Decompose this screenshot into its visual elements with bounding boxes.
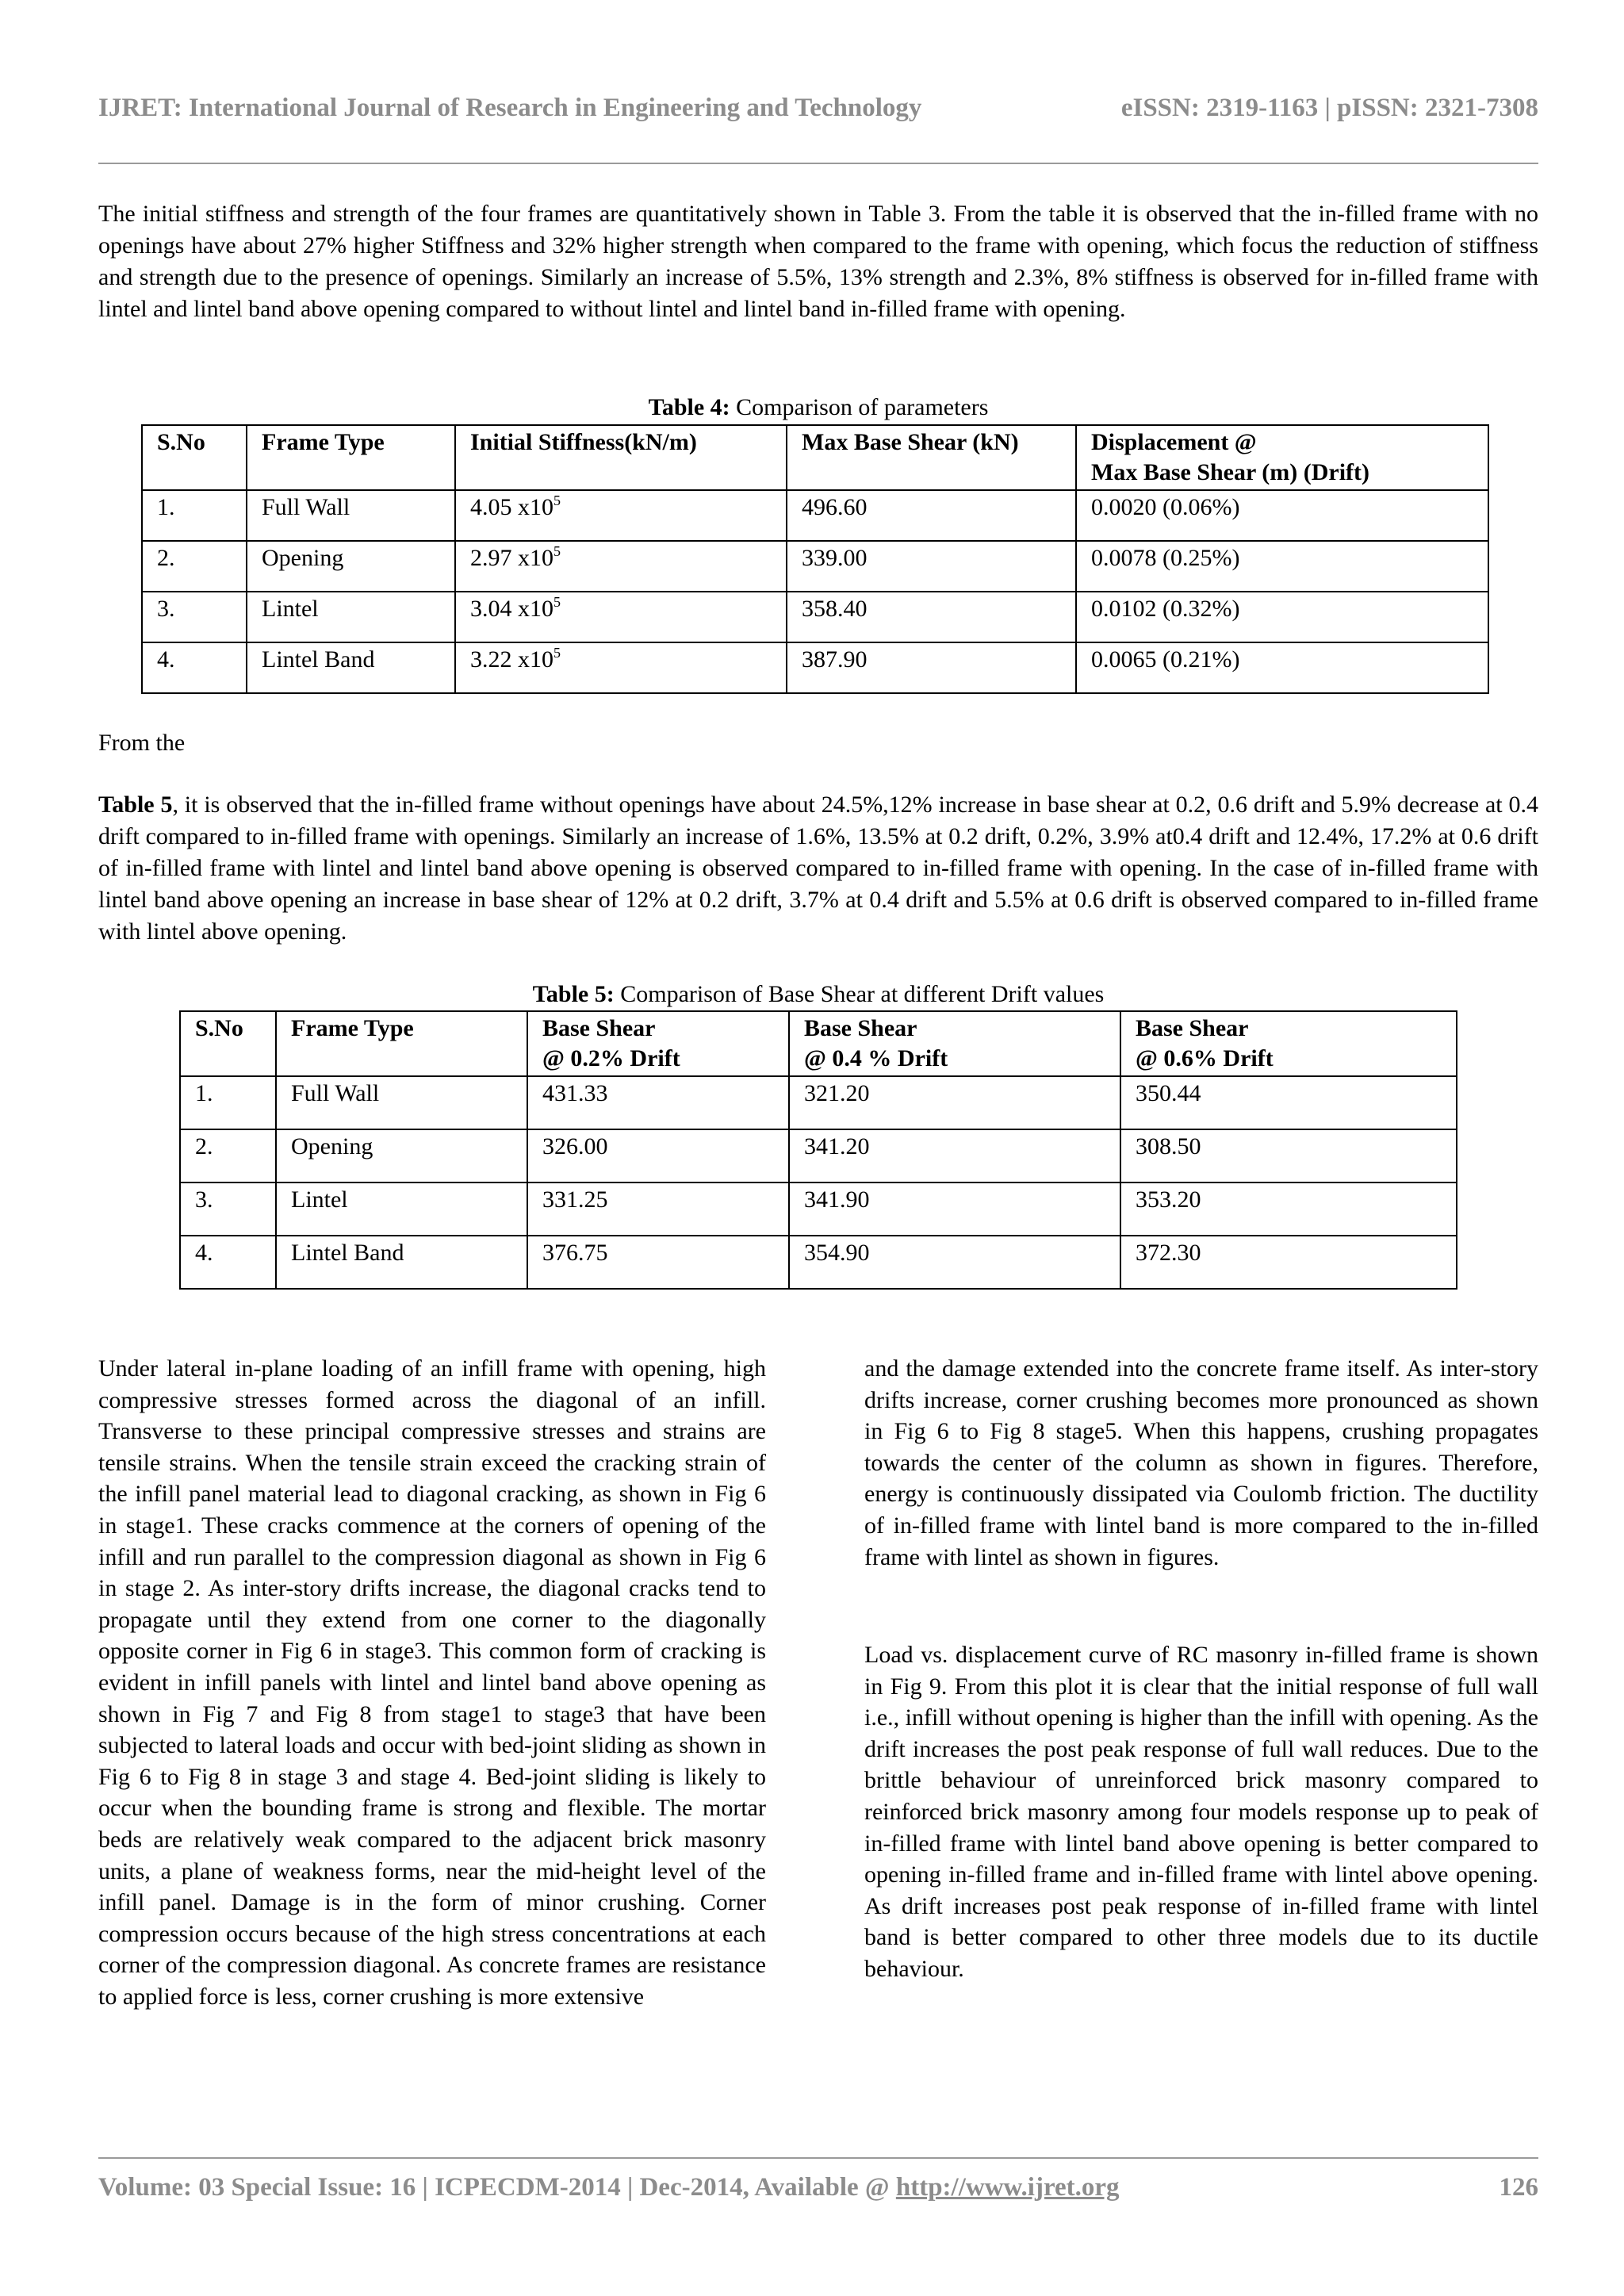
table-cell: 496.60: [787, 490, 1076, 541]
table5-header-line: Base Shear: [1136, 1015, 1249, 1041]
table-cell: 387.90: [787, 642, 1076, 693]
table5-caption: [98, 979, 1538, 1010]
table-cell: 0.0065 (0.21%): [1076, 642, 1488, 693]
table-cell: [455, 642, 787, 693]
table4-header-line: Max Base Shear (m) (Drift): [1091, 459, 1370, 485]
table-cell: 0.0078 (0.25%): [1076, 541, 1488, 592]
table-row: [142, 541, 1488, 592]
table-cell: 2.: [180, 1129, 276, 1182]
table5-header-row: [180, 1011, 1457, 1076]
table4-header-cell: Max Base Shear (kN): [787, 425, 1076, 490]
table-row: [142, 642, 1488, 693]
table-cell: 354.90: [789, 1236, 1120, 1289]
right-column-paragraph-2: Load vs. displacement curve of RC masonry in-filled frame is shown in Fig 9. From this plot it is clear that the initial response of full wall i.e., infill without opening is higher than the infill with opening. As the drift increases the post peak response of full wall reduces. Due to the brittle behaviour of unreinforced brick masonry compared to reinforced brick masonry among four models response up to peak of in-filled frame with lintel band above opening is better compared to opening in-filled frame and in-filled frame with lintel above opening. As drift increases post peak response of in-filled frame with lintel band is better compared to other three models due to its ductile behaviour.: [864, 1642, 1538, 1982]
table-cell: Lintel: [276, 1182, 527, 1236]
table-cell: Lintel Band: [247, 642, 455, 693]
table-cell: 341.90: [789, 1182, 1120, 1236]
stiffness-value: 3.22 x10: [470, 646, 553, 673]
table-cell: 431.33: [527, 1076, 789, 1129]
stiffness-exponent: 5: [553, 493, 561, 508]
left-column-text: Under lateral in-plane loading of an infill frame with opening, high compressive stresses formed across the diagonal of an infill. Transverse to these principal compressive stresses and strains are tensile strains. When the tensile strain exceed the cracking strain of the infill panel material lead to diagonal cracking, as shown in Fig 6 in stage1. These cracks commence at the corners of opening of the infill and run parallel to the compression diagonal as shown in Fig 6 in stage 2. As inter-story drifts increase, the diagonal cracks tend to propagate until they extend from one corner to the diagonally opposite corner in Fig 6 in stage3. This common form of cracking is evident in infill panels with lintel and lintel band above opening as shown in Fig 7 and Fig 8 from stage1 to stage3 that have been subjected to lateral loads and occur with bed-joint sliding as shown in Fig 6 to Fig 8 in stage 3 and stage 4. Bed-joint sliding is likely to occur when the bounding frame is strong and flexible. The mortar beds are relatively weak compared to the adjacent brick masonry units, a plane of weakness forms, near the mid-height level of the infill panel. Damage is in the form of minor crushing. Corner compression occurs because of the high stress concentrations at each corner of the compression diagonal. As concrete frames are resistance to applied force is less, corner crushing is more extensive: [98, 1355, 766, 2010]
stiffness-value: 4.05 x10: [470, 494, 553, 520]
journal-link[interactable]: http://www.ijret.org: [895, 2173, 1120, 2202]
table5: [179, 1010, 1457, 1290]
table5-header-cell: Frame Type: [276, 1011, 527, 1076]
running-footer: [98, 2173, 1538, 2202]
table-cell: [455, 490, 787, 541]
table4-header-cell: S.No: [142, 425, 247, 490]
table-cell: 4.: [142, 642, 247, 693]
table-cell: 326.00: [527, 1129, 789, 1182]
table-cell: 331.25: [527, 1182, 789, 1236]
footer-info: [98, 2173, 1120, 2202]
table-cell: 353.20: [1120, 1182, 1457, 1236]
journal-title: IJRET: International Journal of Research in Engineering and Technology: [98, 94, 922, 122]
footer-text: Volume: 03 Special Issue: 16 | ICPECDM-2014 | Dec-2014, Available @: [98, 2173, 896, 2202]
table5-header-line: @ 0.2% Drift: [542, 1045, 680, 1071]
table4-header-line: Displacement @: [1091, 429, 1257, 455]
footer-rule: [98, 2157, 1538, 2159]
header-rule: [98, 163, 1538, 164]
table-cell: Opening: [276, 1129, 527, 1182]
from-the-text: From the: [98, 730, 186, 756]
table5-caption-label: Table 5:: [532, 981, 615, 1007]
right-column-paragraph-1: and the damage extended into the concrete frame itself. As inter-story drifts increase, corner crushing becomes more pronounced as shown in Fig 6 to Fig 8 stage5. When this happens, crushing propagates towards the center of the column as shown in figures. Therefore, energy is continuously dissipated via Coulomb friction. The ductility of in-filled frame with lintel band is more compared to the in-filled frame with lintel as shown in figures.: [864, 1355, 1538, 1570]
stiffness-value: 2.97 x10: [470, 545, 553, 571]
table5-header-line: Base Shear: [542, 1015, 656, 1041]
table4-caption-text: Comparison of parameters: [730, 394, 989, 420]
table-cell: 376.75: [527, 1236, 789, 1289]
table4-header-row: [142, 425, 1488, 490]
table5-header-line: @ 0.6% Drift: [1136, 1045, 1274, 1071]
table5-ref: Table 5: [98, 792, 173, 818]
table-cell: 341.20: [789, 1129, 1120, 1182]
stiffness-value: 3.04 x10: [470, 596, 553, 622]
table4-header-cell: [1076, 425, 1488, 490]
table4: [141, 424, 1489, 694]
table-cell: 321.20: [789, 1076, 1120, 1129]
table4-caption: [98, 392, 1538, 424]
stiffness-exponent: 5: [553, 594, 561, 610]
table-cell: 1.: [142, 490, 247, 541]
running-header: [98, 94, 1538, 123]
table-cell: Opening: [247, 541, 455, 592]
table5-paragraph-text: , it is observed that the in-filled frame without openings have about 24.5%,12% increase in base shear at 0.2, 0.6 drift and 5.9% decrease at 0.4 drift compared to in-filled frame with openings. Similarly an increase of 1.6%, 13.5% at 0.2 drift, 0.2%, 3.9% at0.4 drift and 12.4%, 17.2% at 0.6 drift of in-filled frame with lintel and lintel band above opening is observed compared to in-filled frame with opening. In the case of in-filled frame with lintel band above opening an increase in base shear of 12% at 0.2 drift, 3.7% at 0.4 drift and 5.5% at 0.6 drift is observed compared to in-filled frame with lintel above opening.: [98, 792, 1538, 945]
stiffness-exponent: 5: [553, 543, 561, 559]
table-cell: 350.44: [1120, 1076, 1457, 1129]
table-cell: 4.: [180, 1236, 276, 1289]
table-row: [142, 592, 1488, 642]
table-cell: 339.00: [787, 541, 1076, 592]
table-cell: 358.40: [787, 592, 1076, 642]
table5-caption-text: Comparison of Base Shear at different Drift values: [614, 981, 1105, 1007]
table-row: [180, 1129, 1457, 1182]
table5-header-cell: [1120, 1011, 1457, 1076]
table-cell: 0.0020 (0.06%): [1076, 490, 1488, 541]
table-cell: 308.50: [1120, 1129, 1457, 1182]
table4-caption-label: Table 4:: [648, 394, 730, 420]
table5-header-line: @ 0.4 % Drift: [804, 1045, 948, 1071]
table-cell: Full Wall: [247, 490, 455, 541]
stiffness-exponent: 5: [553, 645, 561, 661]
table-cell: 2.: [142, 541, 247, 592]
table5-paragraph: [98, 789, 1538, 948]
table-cell: 3.: [180, 1182, 276, 1236]
intro-paragraph: The initial stiffness and strength of the four frames are quantitatively shown in Table 3. From the table it is observed that the in-filled frame with no openings have about 27% higher Stiffness and 32% higher strength when compared to the frame with opening, which focus the reduction of stiffness and strength due to the presence of openings. Similarly an increase of 5.5%, 13% strength and 2.3%, 8% stiffness is observed for in-filled frame with lintel and lintel band above opening compared to without lintel and lintel band in-filled frame with opening.: [98, 201, 1538, 322]
table-cell: Full Wall: [276, 1076, 527, 1129]
table5-header-cell: S.No: [180, 1011, 276, 1076]
page-number: 126: [1499, 2173, 1538, 2202]
table-cell: 0.0102 (0.32%): [1076, 592, 1488, 642]
table-cell: 1.: [180, 1076, 276, 1129]
table5-header-cell: [789, 1011, 1120, 1076]
table-cell: [455, 541, 787, 592]
table4-header-cell: Initial Stiffness(kN/m): [455, 425, 787, 490]
table-row: [180, 1076, 1457, 1129]
table-cell: 3.: [142, 592, 247, 642]
table-cell: [455, 592, 787, 642]
table-row: [180, 1236, 1457, 1289]
table-cell: Lintel: [247, 592, 455, 642]
table5-header-cell: [527, 1011, 789, 1076]
table-cell: 372.30: [1120, 1236, 1457, 1289]
table5-header-line: Base Shear: [804, 1015, 917, 1041]
table-cell: Lintel Band: [276, 1236, 527, 1289]
table-row: [142, 490, 1488, 541]
table4-header-cell: Frame Type: [247, 425, 455, 490]
table-row: [180, 1182, 1457, 1236]
issn-text: eISSN: 2319-1163 | pISSN: 2321-7308: [1120, 94, 1538, 122]
